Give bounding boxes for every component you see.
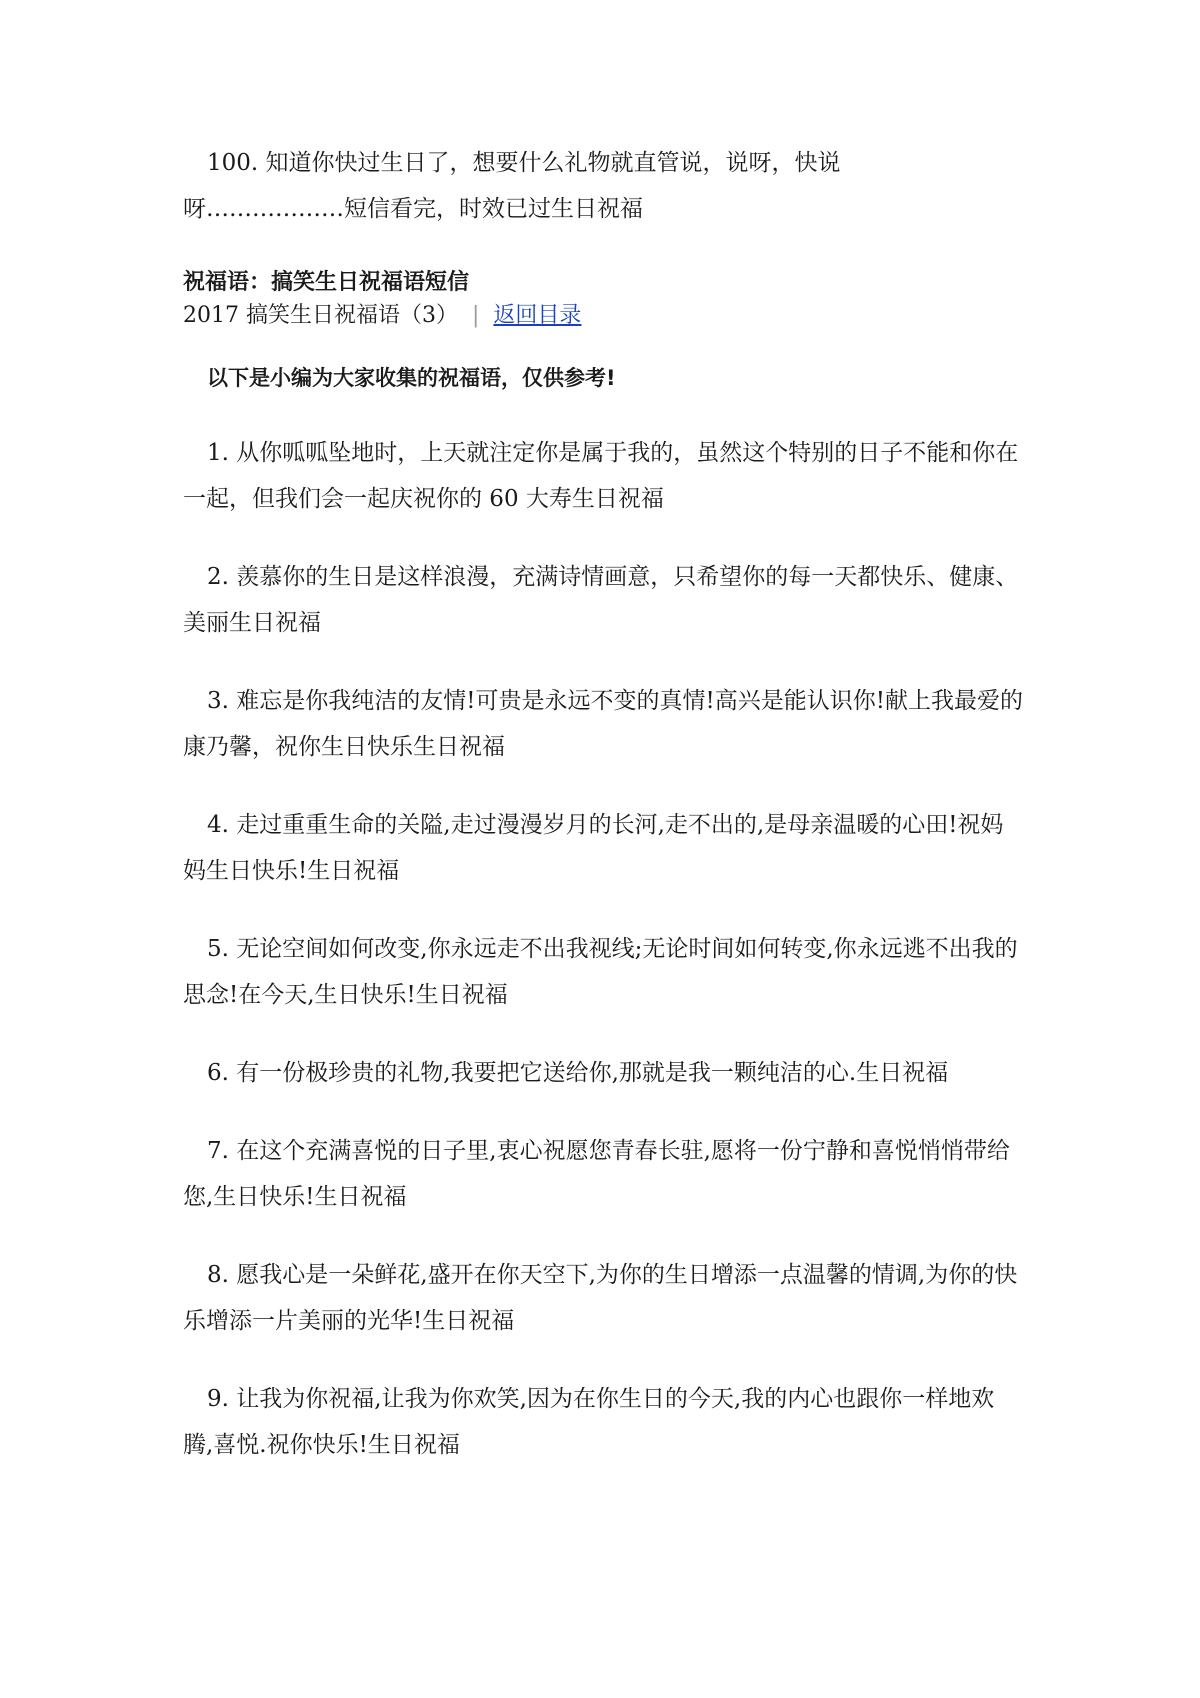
separator: | (471, 303, 480, 328)
list-item: 7. 在这个充满喜悦的日子里,衷心祝愿您青春长驻,愿将一份宁静和喜悦悄悄带给您,生日快乐!生日祝福 (183, 1138, 1010, 1210)
list-item: 3. 难忘是你我纯洁的友情!可贵是永远不变的真情!高兴是能认识你!献上我最爱的康乃馨，祝你生日快乐生日祝福 (183, 688, 1023, 760)
section-subtitle: 2017 搞笑生日祝福语（3） (183, 303, 458, 328)
list-item: 4. 走过重重生命的关隘,走过漫漫岁月的长河,走不出的,是母亲温暖的心田!祝妈妈生日快乐!生日祝福 (183, 812, 1004, 884)
back-to-contents-link[interactable]: 返回目录 (493, 303, 582, 328)
section-subtitle-line (183, 300, 581, 332)
list-item: 2. 羡慕你的生日是这样浪漫，充满诗情画意，只希望你的每一天都快乐、健康、美丽生日祝福 (183, 564, 1019, 636)
list-item: 5. 无论空间如何改变,你永远走不出我视线;无论时间如何转变,你永远逃不出我的思念!在今天,生日快乐!生日祝福 (183, 936, 1018, 1008)
list-item: 9. 让我为你祝福,让我为你欢笑,因为在你生日的今天,我的内心也跟你一样地欢腾,喜悦.祝你快乐!生日祝福 (183, 1386, 995, 1458)
list-item: 6. 有一份极珍贵的礼物,我要把它送给你,那就是我一颗纯洁的心.生日祝福 (207, 1060, 949, 1086)
blessing-list (183, 430, 1023, 1500)
intro-paragraph: 100. 知道你快过生日了，想要什么礼物就直管说，说呀，快说呀………………短信看完，时效已过生日祝福 (183, 150, 841, 222)
list-item: 1. 从你呱呱坠地时，上天就注定你是属于我的，虽然这个特别的日子不能和你在一起，但我们会一起庆祝你的 60 大寿生日祝福 (183, 440, 1019, 512)
list-item: 8. 愿我心是一朵鲜花,盛开在你天空下,为你的生日增添一点温馨的情调,为你的快乐增添一片美丽的光华!生日祝福 (183, 1262, 1018, 1334)
section-title: 祝福语：搞笑生日祝福语短信 (183, 270, 470, 295)
lead-text: 以下是小编为大家收集的祝福语，仅供参考! (207, 366, 616, 390)
